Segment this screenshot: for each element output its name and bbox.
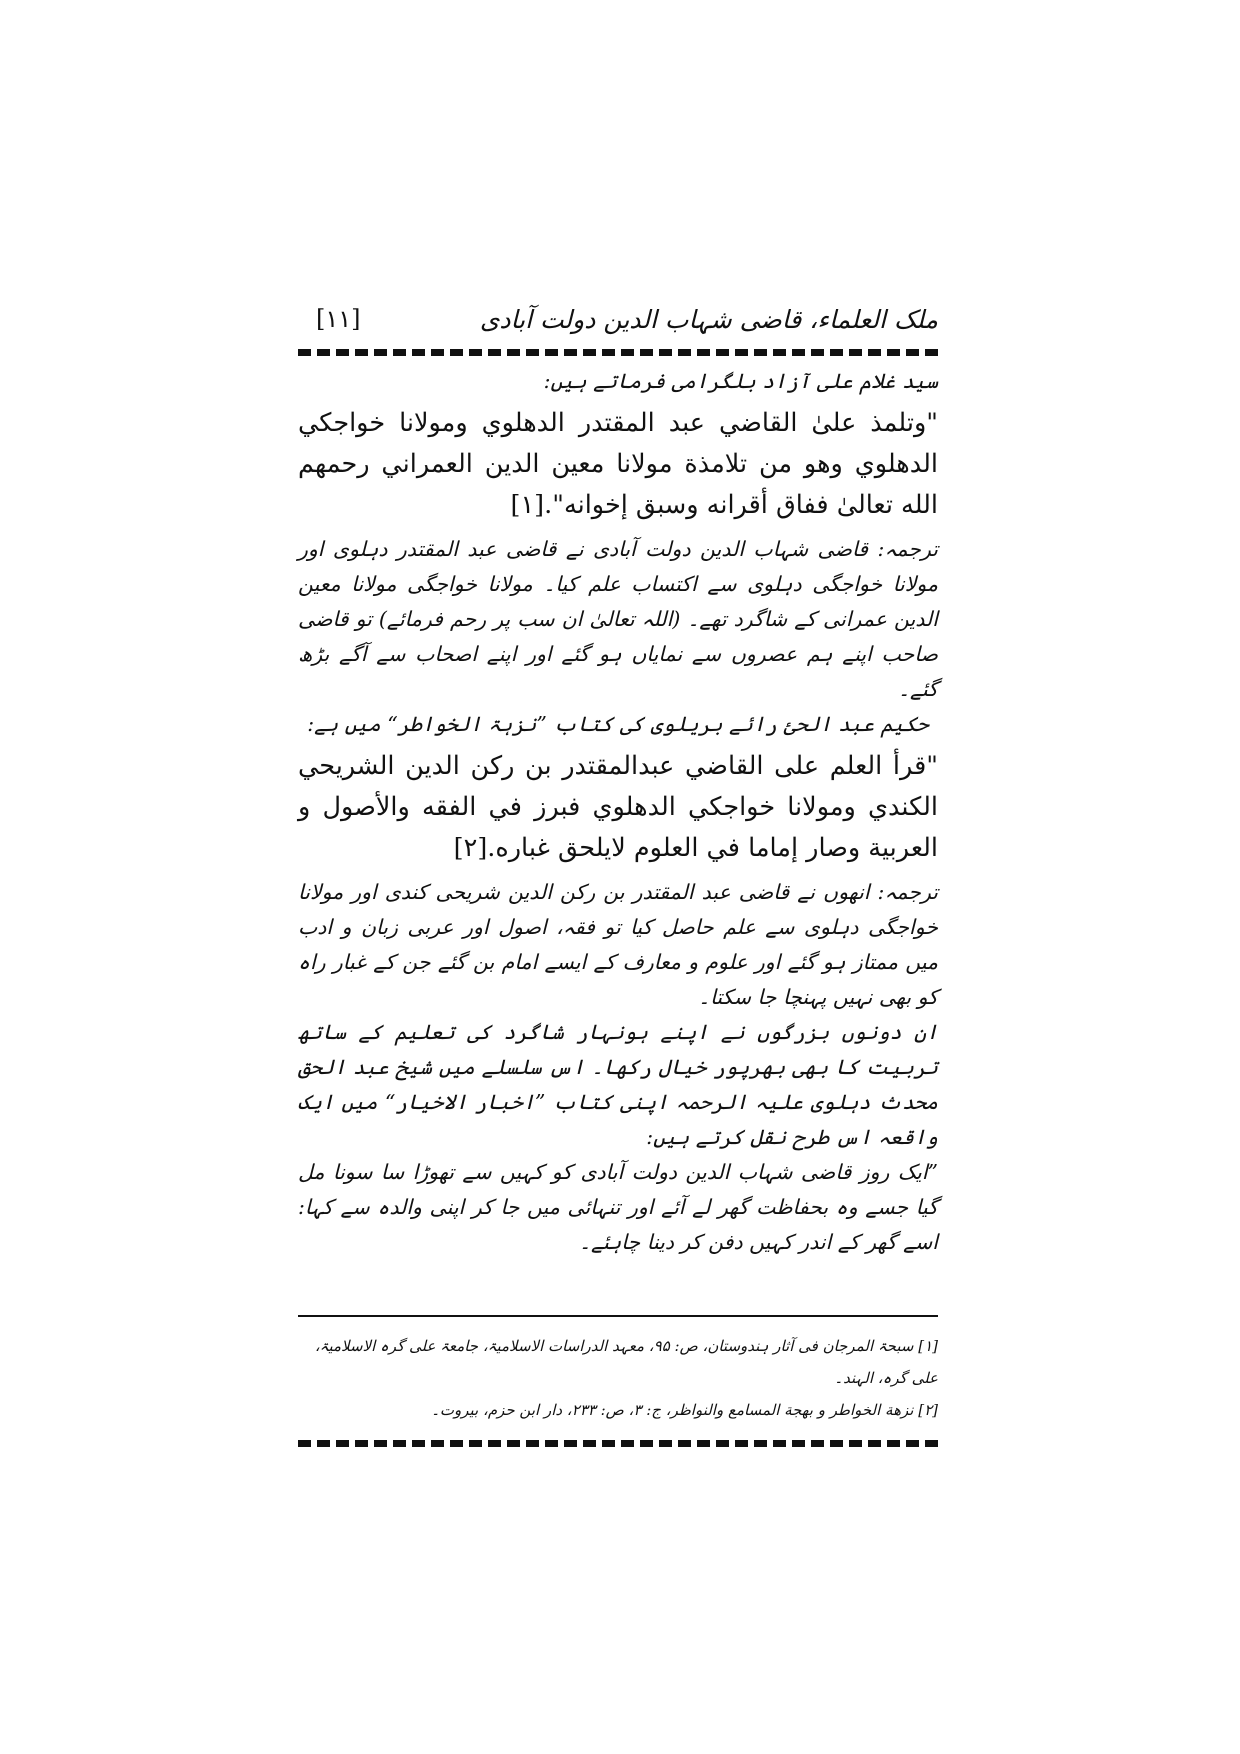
footnotes bbox=[298, 1330, 938, 1426]
translation-2-label: ترجمہ: bbox=[877, 880, 938, 904]
footnote-ref-2[interactable]: [۲] bbox=[453, 833, 488, 863]
arabic-quote-1 bbox=[298, 403, 938, 526]
translation-2-text: انھوں نے قاضی عبد المقتدر بن رکن الدین شریحی کندی اور مولانا خواجگی دہلوی سے علم حاصل کیا تو فقہ، اصول اور عربی زبان و ادب میں ممتاز ہو گئے اور علوم و معارف کے ایسے امام بن گئے جن کے غبار راہ کو بھی نہیں پہنچا جا سکتا۔ bbox=[298, 880, 938, 1009]
translation-1-text: قاضی شہاب الدین دولت آبادی نے قاضی عبد المقتدر دہلوی اور مولانا خواجگی دہلوی سے اکتساب علم کیا۔ مولانا خواجگی مولانا معین الدین عمرانی کے شاگرد تھے۔ (اللہ تعالیٰ ان سب پر رحم فرمائے) تو قاضی صاحب اپنے ہم عصروں سے نمایاں ہو گئے اور اپنے اصحاب سے آگے بڑھ گئے۔ bbox=[298, 537, 938, 701]
paragraph-akhbar: ان دونوں بزرگوں نے اپنے ہونہار شاگرد کی تعلیم کے ساتھ تربیت کا بھی بھرپور خیال رکھا۔ اس سلسلے میں شیخ عبد الحق محدث دہلوی علیہ الرحمہ اپنی کتاب ”اخبار الاخیار“ میں ایک واقعہ اس طرح نقل کرتے ہیں: bbox=[298, 1020, 938, 1149]
intro-line-nuzhat: حکیم عبد الحیٔ رائے بریلوی کی کتاب ”نزہۃ الخواطر“ میں ہے: bbox=[307, 712, 929, 736]
page-number: [۱۱] bbox=[316, 305, 361, 333]
footnote-rule bbox=[298, 1315, 938, 1317]
footnote-ref-1[interactable]: [۱] bbox=[510, 490, 545, 520]
paragraph-anecdote: ”ایک روز قاضی شہاب الدین دولت آبادی کو کہیں سے تھوڑا سا سونا مل گیا جسے وہ بحفاظت گھر لے آئے اور تنہائی میں جا کر اپنی والدہ سے کہا: اسے گھر کے اندر کہیں دفن کر دینا چاہئے۔ bbox=[298, 1160, 938, 1254]
translation-1 bbox=[298, 532, 938, 707]
footer-dashed-rule bbox=[298, 1440, 938, 1447]
main-text bbox=[298, 362, 938, 1260]
intro-line-azad: سید غلام علی آزاد بلگرامی فرماتے ہیں: bbox=[543, 369, 938, 393]
translation-1-label: ترجمہ: bbox=[877, 537, 938, 561]
arabic-quote-2-text: "قرأ العلم على القاضي عبدالمقتدر بن ركن الدين الشريحي الكندي ومولانا خواجكي الدهلوي فبرز في الفقه والأصول و العربية وصار إماما في العلوم لايلحق غباره. bbox=[298, 751, 938, 863]
footnote-1: [۱] سبحۃ المرجان فی آثار ہندوستان، ص: ۹۵، معہد الدراسات الاسلامیۃ، جامعۃ علی گرہ الاسلامیۃ، علی گرہ، الہند۔ bbox=[314, 1337, 938, 1387]
arabic-quote-1-text: "وتلمذ علىٰ القاضي عبد المقتدر الدهلوي ومولانا خواجكي الدهلوي وهو من تلامذة مولانا معين الدين العمراني رحمهم الله تعالىٰ ففاق أقرانه وسبق إخوانه". bbox=[298, 408, 938, 520]
footnote-2: [۲] نزهة الخواطر و بهجة المسامع والنواظر، ج: ۳، ص: ۲۳۳، دار ابن حزم، بیروت۔ bbox=[431, 1401, 938, 1419]
page-header bbox=[298, 305, 938, 345]
running-title: ملک العلماء، قاضی شہاب الدین دولت آبادی bbox=[479, 305, 938, 334]
arabic-quote-2 bbox=[298, 746, 938, 869]
header-dashed-rule bbox=[298, 349, 938, 356]
translation-2 bbox=[298, 875, 938, 1015]
